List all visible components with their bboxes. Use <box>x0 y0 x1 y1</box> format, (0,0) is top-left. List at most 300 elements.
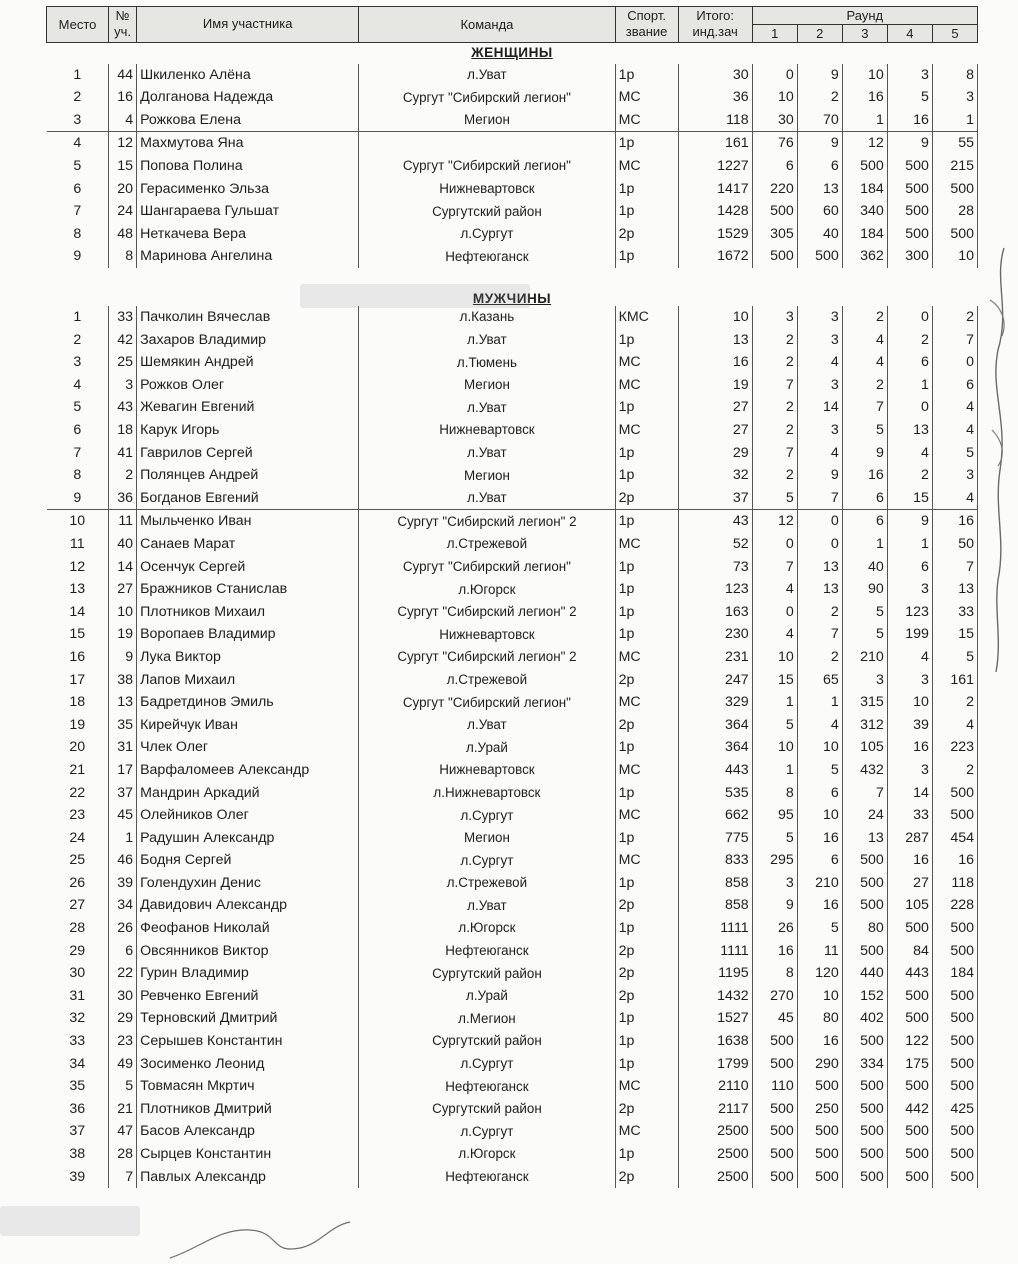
place-cell: 32 <box>47 1007 109 1030</box>
signature-scribble <box>160 1218 360 1264</box>
round-4-cell: 16 <box>887 109 932 132</box>
rank-cell: 1р <box>615 200 678 223</box>
round-3-cell: 440 <box>842 962 887 985</box>
name-cell: Плотников Михаил <box>140 603 266 620</box>
handwritten-margin-mark <box>980 240 1018 680</box>
place-cell: 39 <box>47 1165 109 1188</box>
round-4-cell: 122 <box>887 1030 932 1053</box>
place-cell: 15 <box>47 623 109 646</box>
round-5-cell: 500 <box>932 1007 977 1030</box>
total-cell: 2500 <box>678 1143 752 1166</box>
round-2-cell: 6 <box>797 155 842 178</box>
place-cell: 5 <box>47 155 109 178</box>
header-team: Команда <box>359 7 615 43</box>
team-cell: Нефтеюганск <box>359 1075 615 1098</box>
number-cell: 40 <box>109 533 137 556</box>
name-cell: Мыльченко Иван <box>137 510 359 533</box>
round-4-cell: 1 <box>887 533 932 556</box>
round-2-cell: 500 <box>797 1165 842 1188</box>
round-5-cell: 228 <box>932 894 977 917</box>
round-2-cell: 14 <box>797 396 842 419</box>
table-row <box>47 132 978 155</box>
round-5-cell: 454 <box>932 827 977 850</box>
team-cell: Сургутский район <box>359 1098 615 1121</box>
total-cell: 36 <box>678 86 752 109</box>
place-cell: 9 <box>47 245 109 268</box>
total-cell: 52 <box>678 533 752 556</box>
place-cell: 8 <box>47 223 109 246</box>
round-4-cell: 4 <box>887 441 932 464</box>
number-cell: 36 <box>109 487 137 510</box>
round-3-cell: 500 <box>842 894 887 917</box>
round-5-cell: 500 <box>932 985 977 1008</box>
table-row <box>47 1143 978 1166</box>
total-cell: 73 <box>678 555 752 578</box>
total-cell: 163 <box>678 601 752 624</box>
round-2-cell: 210 <box>797 872 842 895</box>
round-3-cell: 210 <box>842 646 887 669</box>
rank-cell: 2р <box>615 487 678 510</box>
round-4-cell: 3 <box>887 668 932 691</box>
number-cell: 17 <box>109 759 137 782</box>
round-2-cell: 65 <box>797 668 842 691</box>
name-cell: Гурин Владимир <box>140 965 249 982</box>
round-1-cell: 10 <box>752 736 797 759</box>
rank-cell: МС <box>615 419 678 442</box>
round-1-cell: 4 <box>752 623 797 646</box>
round-1-cell: 7 <box>752 555 797 578</box>
place-cell: 29 <box>47 939 109 962</box>
round-2-cell: 500 <box>797 1075 842 1098</box>
round-4-cell: 500 <box>887 1075 932 1098</box>
place-cell: 31 <box>47 985 109 1008</box>
number-cell: 48 <box>109 223 137 246</box>
table-row <box>47 804 978 827</box>
team-cell: л.Уват <box>359 441 615 464</box>
total-cell: 27 <box>678 396 752 419</box>
women-section-title: ЖЕНЩИНЫ <box>471 45 553 61</box>
place-cell: 7 <box>47 441 109 464</box>
round-4-cell: 500 <box>887 155 932 178</box>
round-5-cell: 5 <box>932 441 977 464</box>
round-5-cell: 4 <box>932 419 977 442</box>
name-cell: Шангараева Гульшат <box>140 203 280 220</box>
table-row <box>47 736 978 759</box>
total-cell: 1111 <box>678 917 752 940</box>
round-3-cell: 5 <box>842 419 887 442</box>
round-5-cell: 118 <box>932 872 977 895</box>
round-3-cell: 1 <box>842 533 887 556</box>
table-row <box>47 894 978 917</box>
round-1-cell: 500 <box>752 1165 797 1188</box>
round-2-cell: 0 <box>797 533 842 556</box>
team-cell: л.Уват <box>359 487 615 510</box>
round-3-cell: 12 <box>842 132 887 155</box>
table-row <box>47 623 978 646</box>
round-1-cell: 8 <box>752 781 797 804</box>
round-3-cell: 312 <box>842 714 887 737</box>
round-3-cell: 500 <box>842 1143 887 1166</box>
name-cell: Махмутова Яна <box>137 132 359 155</box>
rank-cell: 1р <box>615 177 678 200</box>
round-1-cell: 15 <box>752 668 797 691</box>
place-cell: 23 <box>47 804 109 827</box>
round-1-cell: 500 <box>752 1120 797 1143</box>
round-5-cell: 500 <box>932 223 977 246</box>
round-4-cell: 2 <box>887 328 932 351</box>
round-3-cell: 80 <box>842 917 887 940</box>
round-4-cell: 14 <box>887 781 932 804</box>
number-cell: 39 <box>109 872 137 895</box>
number-cell: 37 <box>109 781 137 804</box>
team-cell: л.Уват <box>359 64 615 87</box>
round-1-cell: 2 <box>752 464 797 487</box>
number-cell: 5 <box>109 1075 137 1098</box>
round-4-cell: 33 <box>887 804 932 827</box>
round-5-cell: 16 <box>932 510 977 533</box>
rank-cell: МС <box>615 804 678 827</box>
round-5-cell: 7 <box>932 555 977 578</box>
table-row <box>47 939 978 962</box>
number-cell: 34 <box>109 894 137 917</box>
round-2-cell: 500 <box>797 1143 842 1166</box>
table-row <box>47 64 978 87</box>
table-row <box>47 109 978 132</box>
table-row <box>47 1030 978 1053</box>
total-cell: 535 <box>678 781 752 804</box>
table-row <box>47 223 978 246</box>
round-5-cell: 500 <box>932 1075 977 1098</box>
round-2-cell: 11 <box>797 939 842 962</box>
header-round: Раунд <box>752 7 977 25</box>
place-cell: 9 <box>47 487 109 510</box>
team-cell: л.Сургут <box>359 1052 615 1075</box>
team-cell: л.Урай <box>359 985 615 1008</box>
team-cell: Сургут "Сибирский легион" <box>359 86 615 109</box>
table-row <box>47 1165 978 1188</box>
name-cell: Богданов Евгений <box>140 489 259 506</box>
total-cell: 230 <box>678 623 752 646</box>
round-2-cell: 5 <box>797 917 842 940</box>
total-cell: 1195 <box>678 962 752 985</box>
table-row <box>47 714 978 737</box>
round-4-cell: 500 <box>887 1007 932 1030</box>
rank-cell: 1р <box>615 64 678 87</box>
round-5-cell: 13 <box>932 578 977 601</box>
round-1-cell: 9 <box>752 894 797 917</box>
round-3-cell: 10 <box>842 64 887 87</box>
name-cell: Маринова Ангелина <box>140 248 273 265</box>
round-1-cell: 45 <box>752 1007 797 1030</box>
place-cell: 30 <box>47 962 109 985</box>
team-cell: л.Урай <box>359 736 615 759</box>
table-row <box>47 962 978 985</box>
round-3-cell: 5 <box>842 623 887 646</box>
round-1-cell: 26 <box>752 917 797 940</box>
name-cell: Члек Олег <box>140 739 209 756</box>
round-3-cell: 9 <box>842 441 887 464</box>
header-number: № уч. <box>109 7 137 43</box>
rank-cell: МС <box>615 691 678 714</box>
team-cell: Нефтеюганск <box>359 939 615 962</box>
place-cell: 20 <box>47 736 109 759</box>
team-cell: л.Сургут <box>359 804 615 827</box>
number-cell: 24 <box>109 200 137 223</box>
round-4-cell: 500 <box>887 917 932 940</box>
place-cell: 37 <box>47 1120 109 1143</box>
number-cell: 33 <box>109 306 137 329</box>
team-cell: Нефтеюганск <box>359 245 615 268</box>
table-row <box>47 1007 978 1030</box>
total-cell: 43 <box>678 510 752 533</box>
round-3-cell: 2 <box>842 374 887 397</box>
team-cell: Сургут "Сибирский легион" <box>359 155 615 178</box>
round-4-cell: 442 <box>887 1098 932 1121</box>
team-cell: Сургут "Сибирский легион" <box>359 691 615 714</box>
rank-cell: МС <box>615 1075 678 1098</box>
table-row <box>47 849 978 872</box>
table-row <box>47 668 978 691</box>
round-5-cell: 4 <box>932 396 977 419</box>
number-cell: 26 <box>109 917 137 940</box>
round-1-cell: 1 <box>752 759 797 782</box>
number-cell: 38 <box>109 668 137 691</box>
round-2-cell: 80 <box>797 1007 842 1030</box>
men-section <box>47 268 978 1188</box>
total-cell: 833 <box>678 849 752 872</box>
place-cell: 6 <box>47 177 109 200</box>
place-cell: 27 <box>47 894 109 917</box>
team-cell: л.Югорск <box>359 1143 615 1166</box>
number-cell: 8 <box>109 245 137 268</box>
results-table <box>46 6 978 1188</box>
round-4-cell: 500 <box>887 1143 932 1166</box>
round-3-cell: 500 <box>842 1075 887 1098</box>
number-cell: 23 <box>109 1030 137 1053</box>
table-row <box>47 759 978 782</box>
round-5-cell: 161 <box>932 668 977 691</box>
number-cell: 45 <box>109 804 137 827</box>
name-cell: Жевагин Евгений <box>140 399 255 416</box>
number-cell: 16 <box>109 86 137 109</box>
round-5-cell: 2 <box>932 691 977 714</box>
place-cell: 34 <box>47 1052 109 1075</box>
round-4-cell: 500 <box>887 223 932 246</box>
round-5-cell: 3 <box>932 464 977 487</box>
rank-cell: 1р <box>615 623 678 646</box>
round-4-cell: 175 <box>887 1052 932 1075</box>
place-cell: 13 <box>47 578 109 601</box>
total-cell: 10 <box>678 306 752 329</box>
rank-cell: 1р <box>615 510 678 533</box>
round-2-cell: 4 <box>797 714 842 737</box>
round-1-cell: 30 <box>752 109 797 132</box>
round-1-cell: 5 <box>752 827 797 850</box>
team-cell: л.Уват <box>359 714 615 737</box>
round-2-cell: 7 <box>797 623 842 646</box>
place-cell: 14 <box>47 601 109 624</box>
round-5-cell: 55 <box>932 132 977 155</box>
round-4-cell: 10 <box>887 691 932 714</box>
total-cell: 2500 <box>678 1165 752 1188</box>
table-row <box>47 177 978 200</box>
table-row <box>47 396 978 419</box>
round-5-cell: 16 <box>932 849 977 872</box>
rank-cell: КМС <box>615 306 678 329</box>
rank-cell: 2р <box>615 1098 678 1121</box>
round-5-cell: 500 <box>932 939 977 962</box>
rank-cell: 1р <box>615 781 678 804</box>
round-2-cell: 0 <box>797 510 842 533</box>
total-cell: 858 <box>678 894 752 917</box>
round-4-cell: 15 <box>887 487 932 510</box>
round-1-cell: 500 <box>752 1143 797 1166</box>
team-cell: Нижневартовск <box>359 623 615 646</box>
number-cell: 18 <box>109 419 137 442</box>
round-3-cell: 500 <box>842 849 887 872</box>
round-2-cell: 16 <box>797 894 842 917</box>
round-3-cell: 184 <box>842 223 887 246</box>
number-cell: 19 <box>109 623 137 646</box>
rank-cell: 1р <box>615 396 678 419</box>
round-3-cell: 24 <box>842 804 887 827</box>
round-1-cell: 4 <box>752 578 797 601</box>
number-cell: 27 <box>109 578 137 601</box>
rank-cell: 1р <box>615 578 678 601</box>
round-3-cell: 500 <box>842 1098 887 1121</box>
round-2-cell: 5 <box>797 759 842 782</box>
round-4-cell: 500 <box>887 985 932 1008</box>
round-1-cell: 5 <box>752 714 797 737</box>
results-sheet <box>46 6 978 1188</box>
table-header <box>47 7 978 43</box>
place-cell: 38 <box>47 1143 109 1166</box>
rank-cell: МС <box>615 533 678 556</box>
place-cell: 22 <box>47 781 109 804</box>
team-cell: Нижневартовск <box>359 419 615 442</box>
round-1-cell: 7 <box>752 441 797 464</box>
round-3-cell: 16 <box>842 464 887 487</box>
place-cell: 2 <box>47 328 109 351</box>
round-1-cell: 0 <box>752 533 797 556</box>
header-round-number: 3 <box>842 24 887 42</box>
total-cell: 364 <box>678 714 752 737</box>
header-place: Место <box>47 7 109 43</box>
number-cell: 22 <box>109 962 137 985</box>
place-cell: 1 <box>47 64 109 87</box>
rank-cell: 1р <box>615 132 678 155</box>
table-row <box>47 578 978 601</box>
rank-cell: 2р <box>615 223 678 246</box>
number-cell: 6 <box>109 939 137 962</box>
header-round-number: 2 <box>797 24 842 42</box>
total-cell: 1529 <box>678 223 752 246</box>
table-row <box>47 351 978 374</box>
name-cell: Зосименко Леонид <box>140 1055 265 1072</box>
place-cell: 17 <box>47 668 109 691</box>
round-5-cell: 15 <box>932 623 977 646</box>
header-round-number: 4 <box>887 24 932 42</box>
total-cell: 1111 <box>678 939 752 962</box>
name-cell: Басов Александр <box>140 1123 255 1140</box>
team-cell: Мегион <box>359 464 615 487</box>
table-row <box>47 510 978 533</box>
total-cell: 27 <box>678 419 752 442</box>
table-row <box>47 86 978 109</box>
table-row <box>47 245 978 268</box>
round-4-cell: 3 <box>887 759 932 782</box>
number-cell: 25 <box>109 351 137 374</box>
rank-cell: МС <box>615 86 678 109</box>
round-5-cell: 184 <box>932 962 977 985</box>
round-1-cell: 12 <box>752 510 797 533</box>
place-cell: 2 <box>47 86 109 109</box>
team-cell: Нижневартовск <box>359 759 615 782</box>
round-1-cell: 2 <box>752 328 797 351</box>
rank-cell: МС <box>615 155 678 178</box>
round-4-cell: 0 <box>887 396 932 419</box>
number-cell: 3 <box>109 374 137 397</box>
round-4-cell: 199 <box>887 623 932 646</box>
round-4-cell: 105 <box>887 894 932 917</box>
total-cell: 662 <box>678 804 752 827</box>
name-cell: Осенчук Сергей <box>140 558 246 575</box>
team-cell: л.Сургут <box>359 223 615 246</box>
number-cell: 46 <box>109 849 137 872</box>
round-1-cell: 0 <box>752 601 797 624</box>
round-1-cell: 1 <box>752 691 797 714</box>
round-3-cell: 402 <box>842 1007 887 1030</box>
number-cell: 2 <box>109 464 137 487</box>
table-row <box>47 328 978 351</box>
round-4-cell: 13 <box>887 419 932 442</box>
round-5-cell: 500 <box>932 1165 977 1188</box>
round-3-cell: 500 <box>842 872 887 895</box>
rank-cell: 1р <box>615 245 678 268</box>
total-cell: 29 <box>678 441 752 464</box>
total-cell: 2117 <box>678 1098 752 1121</box>
round-2-cell: 13 <box>797 555 842 578</box>
name-cell: Гаврилов Сергей <box>140 444 253 461</box>
place-cell: 21 <box>47 759 109 782</box>
team-cell: Сургутский район <box>359 200 615 223</box>
round-2-cell: 13 <box>797 578 842 601</box>
total-cell: 329 <box>678 691 752 714</box>
place-cell: 4 <box>47 132 109 155</box>
place-cell: 33 <box>47 1030 109 1053</box>
rank-cell: МС <box>615 849 678 872</box>
round-2-cell: 16 <box>797 827 842 850</box>
team-cell: Сургутский район <box>359 962 615 985</box>
total-cell: 118 <box>678 109 752 132</box>
total-cell: 1417 <box>678 177 752 200</box>
round-2-cell: 9 <box>797 464 842 487</box>
women-section <box>47 42 978 268</box>
number-cell: 12 <box>109 132 137 155</box>
name-cell: Сырцев Константин <box>140 1146 272 1162</box>
round-5-cell: 7 <box>932 328 977 351</box>
name-cell: Кирейчук Иван <box>140 716 238 733</box>
round-5-cell: 28 <box>932 200 977 223</box>
round-1-cell: 3 <box>752 306 797 329</box>
place-cell: 3 <box>47 109 109 132</box>
round-3-cell: 105 <box>842 736 887 759</box>
rank-cell: 2р <box>615 939 678 962</box>
total-cell: 161 <box>678 132 752 155</box>
round-5-cell: 50 <box>932 533 977 556</box>
team-cell: Сургутский район <box>359 1030 615 1053</box>
round-3-cell: 4 <box>842 351 887 374</box>
